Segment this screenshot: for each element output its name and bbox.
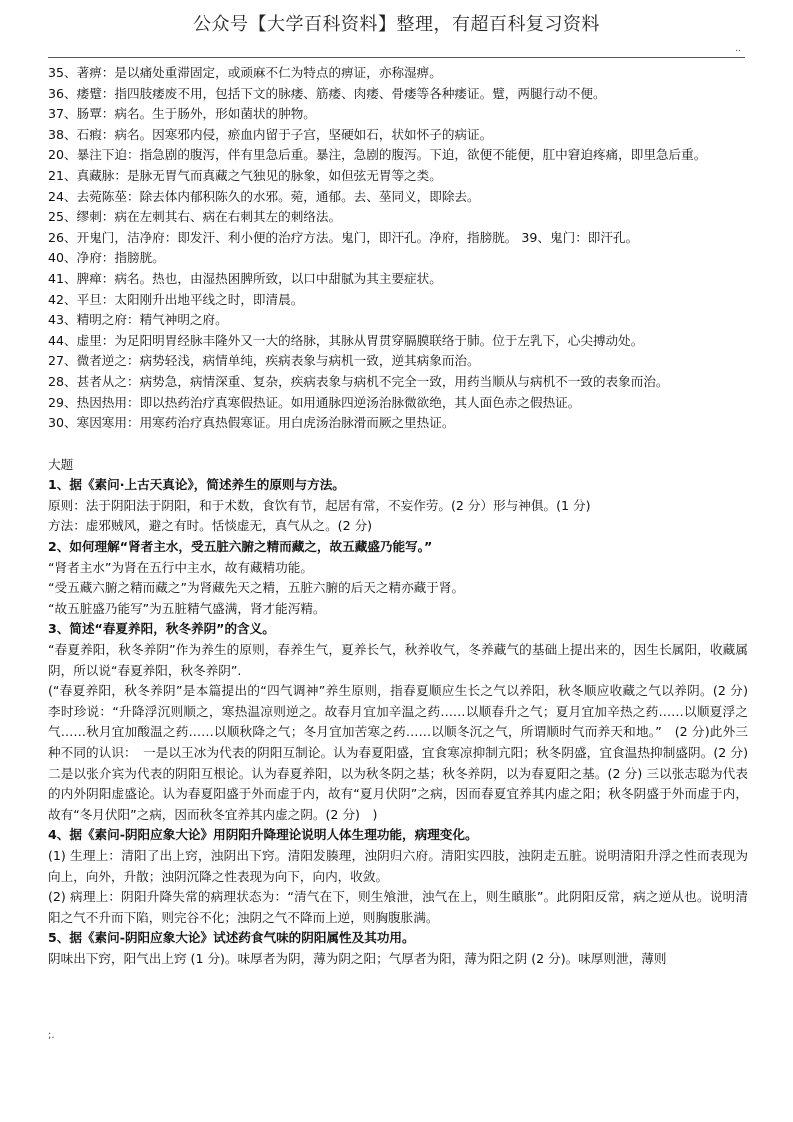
document-body bbox=[48, 63, 761, 970]
term-item: 29、热因热用：即以热药治疗真寒假热证。如用通脉四逆汤治脉微欲绝，其人面色赤之假热证。 bbox=[48, 394, 581, 410]
term-item: 42、平旦：太阳刚升出地平线之时，即清晨。 bbox=[48, 291, 304, 307]
term-item: 30、寒因寒用：用寒药治疗真热假寒证。用白虎汤治脉滑而厥之里热证。 bbox=[48, 415, 455, 431]
section-title: 大题 bbox=[48, 456, 74, 472]
term-item: 35、著痹：是以痛处重滞固定，或顽麻不仁为特点的痹证，亦称湿痹。 bbox=[48, 65, 442, 80]
answer-paragraph: “肾者主水”为肾在五行中主水，故有藏精功能。 bbox=[48, 559, 313, 575]
question-1 bbox=[48, 475, 748, 537]
question-title: 5、据《素问-阴阳应象大论》试述药食气味的阴阳属性及其功用。 bbox=[48, 930, 415, 946]
answer-paragraph: “春夏养阳，秋冬养阴”作为养生的原则，春养生气，夏养长气，秋养收气，冬养藏气的基础上提出来的，因生长属阳，收藏属阴，所以说“春夏养阳，秋冬养阴”. bbox=[48, 642, 748, 678]
term-item: 20、暴注下迫：指急剧的腹泻，伴有里急后重。暴注，急剧的腹泻。下迫，欲便不能便，肛中窘迫疼痛，即里急后重。 bbox=[48, 147, 707, 163]
term-item: 43、精明之府：精气神明之府。 bbox=[48, 312, 228, 328]
answer-paragraph: “受五藏六腑之精而藏之”为肾藏先天之精，五脏六腑的后天之精亦藏于肾。 bbox=[48, 580, 465, 596]
answer-paragraph: “故五脏盛乃能写”为五脏精气盛满，肾才能泻精。 bbox=[48, 600, 326, 616]
term-item: 24、去菀陈莝：除去体内郁积陈久的水邪。菀，通郁。去、莝同义，即除去。 bbox=[48, 188, 480, 204]
term-item: 26、开鬼门，洁净府：即发汗、利小便的治疗方法。鬼门，即汗孔。净府，指膀胱。 39、鬼门：即汗孔。 bbox=[48, 229, 639, 245]
spacer bbox=[48, 434, 748, 455]
question-title: 1、据《素问·上古天真论》，简述养生的原则与方法。 bbox=[48, 477, 345, 493]
question-3 bbox=[48, 619, 761, 825]
term-item: 27、微者逆之：病势轻浅，病情单纯，疾病表象与病机一致，逆其病象而治。 bbox=[48, 353, 480, 369]
footer-mark: ;. bbox=[48, 1030, 55, 1041]
question-2 bbox=[48, 537, 748, 619]
question-title: 3、简述“春夏养阳，秋冬养阴”的含义。 bbox=[48, 621, 275, 637]
header-rule bbox=[48, 57, 745, 58]
terms-list bbox=[48, 63, 748, 434]
term-item: 28、甚者从之：病势急，病情深重、复杂，疾病表象与病机不完全一致，用药当顺从与病机不一致的表象而治。 bbox=[48, 373, 669, 389]
term-item: 36、痿躄：指四肢痿废不用，包括下文的脉痿、筋痿、肉痿、骨痿等各种痿证。躄，两腿行动不便。 bbox=[48, 85, 606, 101]
answer-paragraph: 原则：法于阴阳法于阴阳，和于术数，食饮有节，起居有常，不妄作劳。(2 分）形与神俱。(1 分) bbox=[48, 497, 591, 513]
term-item: 38、石瘕：病名。因寒邪内侵，瘀血内留于子宫，坚硬如石，状如怀子的病证。 bbox=[48, 126, 493, 142]
answer-paragraph: (“春夏养阳，秋冬养阴”是本篇提出的“四气调神”养生原则，指春夏顺应生长之气以养阳，秋冬顺应收藏之气以养阴。(2 分) 李时珍说：“升降浮沉则顺之，寒热温凉则逆之。故春月宜加辛温之药……以顺春升之气；夏月宜加辛热之药……以顺夏浮之气……秋月宜加酸温之药……以顺秋降之气；冬月宜加苦寒之药……以顺冬沉之气，所谓顺时气而养天和地。” (2 分)此外三种不同的认识： 一是以王冰为代表的阴阳互制论。认为春夏阳盛，宜食寒凉抑制亢阳；秋冬阴盛，宜食温热抑制盛阴。(2 分) 二是以张介宾为代表的阴阳互根论。认为春夏养阳，以为秋冬阴之基；秋冬养阴，以为春夏阳之基。(2 分) 三以张志聪为代表的内外阴阳虚盛论。认为春夏阳盛于外而虚于内，故有“夏月伏阴”之病，因而春夏宜养其内虚之阳；秋冬阴盛于外而虚于内，故有“冬月伏阳”之病，因而秋冬宜养其内虚之阴。(2 分) ) bbox=[48, 683, 761, 822]
question-title: 4、据《素问-阴阳应象大论》用阴阳升降理论说明人体生理功能，病理变化。 bbox=[48, 827, 478, 843]
answer-paragraph: 阴味出下窍，阳气出上窍 (1 分)。味厚者为阴，薄为阴之阳；气厚者为阳，薄为阳之阴 (2 分)。味厚则泄，薄则 bbox=[48, 950, 667, 966]
term-item: 44、虚里：为足阳明胃经脉丰隆外又一大的络脉，其脉从胃贯穿膈膜联络于肺。位于左乳下，心尖搏动处。 bbox=[48, 332, 644, 348]
answer-paragraph: (2) 病理上：阴阳升降失常的病理状态为：“清气在下，则生飧泄，浊气在上，则生瞋胀”。此阴阳反常，病之逆从也。说明清阳之气不升而下陷，则完谷不化；浊阴之气不降而上逆，则胸腹胀满。 bbox=[48, 889, 748, 925]
answer-paragraph: (1) 生理上：清阳了出上窍，浊阴出下窍。清阳发腠理，浊阴归六府。清阳实四肢，浊阴走五脏。说明清阳升浮之性而表现为向上，向外，升散；浊阴沉降之性表现为向下，向内，收敛。 bbox=[48, 847, 748, 884]
page-header: 公众号【大学百科资料】整理，有超百科复习资料 bbox=[193, 14, 600, 35]
term-item: 25、缪刺：病在左刺其右、病在右刺其左的刺络法。 bbox=[48, 209, 342, 225]
term-item: 37、肠覃：病名。生于肠外，形如菌状的肿物。 bbox=[48, 106, 316, 122]
question-4 bbox=[48, 825, 748, 928]
header-dots: .. bbox=[735, 44, 741, 54]
question-5 bbox=[48, 928, 748, 969]
term-item: 41、脾瘅：病名。热也，由湿热困脾所致，以口中甜腻为其主要症状。 bbox=[48, 270, 442, 286]
question-title: 2、如何理解“肾者主水，受五脏六腑之精而藏之，故五藏盛乃能写。” bbox=[48, 539, 433, 555]
answer-paragraph: 方法：虚邪贼风，避之有时。恬惔虚无，真气从之。(2 分) bbox=[48, 518, 373, 534]
term-item: 21、真藏脉：是脉无胃气而真藏之气独见的脉象，如但弦无胃等之类。 bbox=[48, 167, 442, 183]
term-item: 40、净府：指膀胱。 bbox=[48, 250, 165, 266]
